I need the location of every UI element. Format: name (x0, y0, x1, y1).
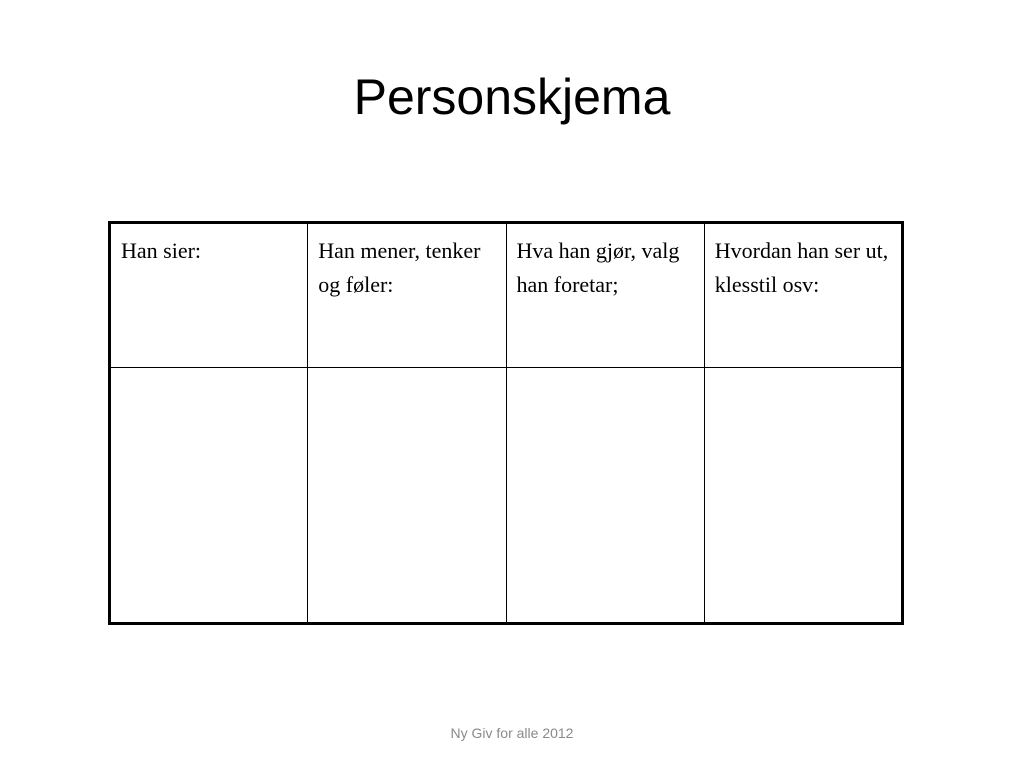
body-cell-does[interactable] (506, 368, 704, 624)
header-cell-does: Hva han gjør, valg han foretar; (506, 223, 704, 368)
table-header-row (110, 223, 903, 368)
person-schema-table (108, 221, 904, 625)
header-cell-says: Han sier: (110, 223, 308, 368)
header-cell-thinks: Han mener, tenker og føler: (308, 223, 506, 368)
body-cell-says[interactable] (110, 368, 308, 624)
slide-footer: Ny Giv for alle 2012 (450, 725, 574, 741)
body-cell-looks[interactable] (704, 368, 902, 624)
body-cell-thinks[interactable] (308, 368, 506, 624)
header-cell-looks: Hvordan han ser ut, klesstil osv: (704, 223, 902, 368)
table-body-row (110, 368, 903, 624)
slide-title: Personskjema (353, 69, 671, 125)
